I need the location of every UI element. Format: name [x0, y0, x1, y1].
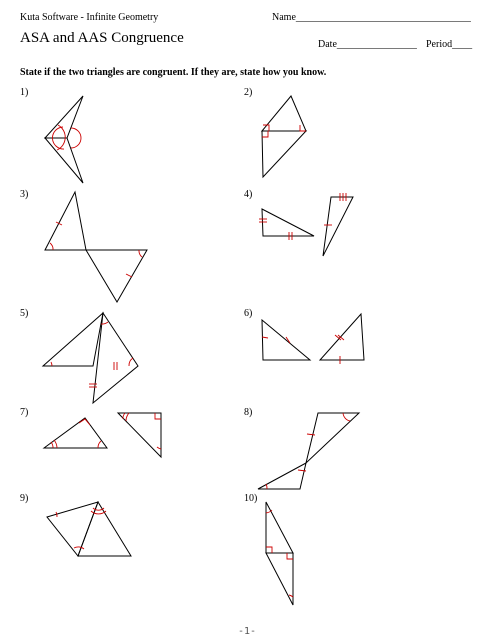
problem-number-6: 6) [244, 308, 253, 319]
period-blank: ____ [452, 39, 473, 50]
problem-number-8: 8) [244, 407, 253, 418]
problem-number-9: 9) [20, 493, 29, 504]
problem-number-7: 7) [20, 407, 29, 418]
figure-8 [258, 413, 359, 489]
figure-6 [262, 314, 364, 364]
page-number: -1- [238, 626, 257, 637]
figure-5 [43, 313, 138, 403]
figure-9 [47, 502, 131, 556]
figure-4 [259, 193, 353, 256]
figure-2 [262, 96, 306, 177]
publisher-label: Kuta Software - Infinite Geometry [20, 12, 159, 23]
problem-number-5: 5) [20, 308, 29, 319]
problem-number-3: 3) [20, 189, 29, 200]
figure-3 [45, 192, 147, 302]
date-blank: ________________ [336, 39, 417, 50]
problem-number-1: 1) [20, 87, 29, 98]
instructions: State if the two triangles are congruent. If they are, state how you know. [20, 67, 327, 78]
worksheet-title: ASA and AAS Congruence [20, 30, 184, 46]
period-label: Period [426, 39, 453, 50]
problem-number-4: 4) [244, 189, 253, 200]
figure-7 [44, 413, 161, 457]
figure-1 [45, 96, 83, 183]
problem-number-2: 2) [244, 87, 253, 98]
name-blank: ___________________________________ [295, 12, 471, 23]
date-label: Date [318, 39, 337, 50]
figure-10 [266, 502, 293, 605]
name-label: Name [272, 12, 296, 23]
problem-number-10: 10) [244, 493, 258, 504]
